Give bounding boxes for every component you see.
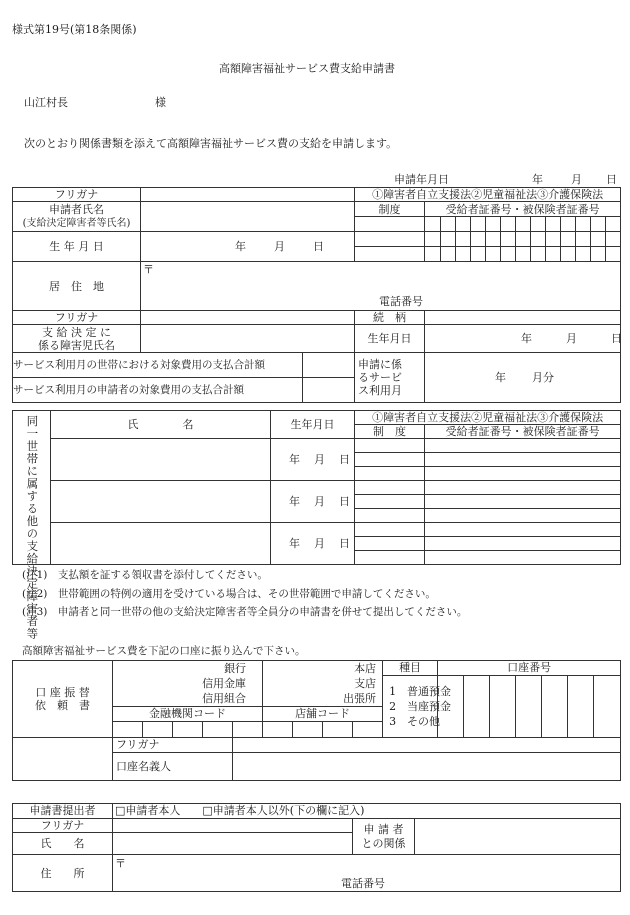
submitter-postal-mark: 〒: [115, 857, 126, 871]
digit-cell[interactable]: [591, 232, 606, 247]
bank-transfer-label: 口 座 振 替 依 頼 書: [13, 661, 113, 738]
applicant-table: [12, 187, 621, 403]
account-digit[interactable]: [594, 676, 621, 738]
digit-cell[interactable]: [606, 247, 621, 262]
digit-cell[interactable]: [591, 247, 606, 262]
submitter-address-label: 住 所: [13, 855, 113, 892]
account-digit[interactable]: [568, 676, 594, 738]
member-name-field[interactable]: [51, 439, 271, 481]
system-cell[interactable]: [355, 495, 425, 509]
digit-cell[interactable]: [591, 217, 606, 232]
digit-cell[interactable]: [576, 217, 591, 232]
submitter-name-label: 氏 名: [13, 833, 113, 855]
digit-cell[interactable]: [561, 247, 576, 262]
service-month-field[interactable]: 年 月分: [425, 353, 621, 403]
system-cell[interactable]: [355, 439, 425, 453]
digit-cell[interactable]: [561, 232, 576, 247]
recipient-number-field[interactable]: [425, 509, 621, 523]
member-birth-header: 生年月日: [271, 411, 355, 439]
holder-furigana-field[interactable]: [233, 738, 621, 753]
household-side-label: 同一世帯に属する他の支給決定障害者等: [13, 411, 51, 565]
account-digit[interactable]: [542, 676, 568, 738]
law-options-2: ①障害者自立支援法②児童福祉法③介護保険法: [355, 411, 621, 425]
member-name-field[interactable]: [51, 523, 271, 565]
form-number: 様式第19号(第18条関係): [12, 23, 137, 36]
digit-cell[interactable]: [576, 247, 591, 262]
date-month: 月: [571, 173, 582, 186]
digit-cell[interactable]: [425, 232, 441, 247]
law-options-1: ①障害者自立支援法②児童福祉法③介護保険法: [355, 188, 621, 202]
bank-left-blank: [13, 738, 113, 781]
page-title: 高額障害福祉サービス費支給申請書: [219, 62, 395, 75]
applicant-total-field[interactable]: [303, 378, 355, 403]
bank-code-digit[interactable]: [113, 722, 143, 738]
account-holder-field[interactable]: [233, 753, 621, 781]
postal-mark: 〒: [143, 263, 154, 277]
application-date-label: 申請年月日: [394, 173, 449, 186]
addressee: 山江村長: [24, 96, 68, 109]
address-field[interactable]: [141, 262, 621, 311]
child-furigana-label: フリガナ: [13, 311, 141, 325]
digit-cell[interactable]: [441, 217, 456, 232]
branch-code-digit[interactable]: [263, 722, 293, 738]
digit-cell[interactable]: [425, 217, 441, 232]
recipient-number-field[interactable]: [425, 467, 621, 481]
branch-code-digit[interactable]: [293, 722, 323, 738]
system-cell[interactable]: [355, 509, 425, 523]
digit-cell[interactable]: [471, 247, 486, 262]
digit-cell[interactable]: [606, 217, 621, 232]
member-name-field[interactable]: [51, 481, 271, 523]
submitter-address-field[interactable]: [113, 855, 621, 892]
digit-cell[interactable]: [501, 247, 516, 262]
digit-cell[interactable]: [576, 232, 591, 247]
branch-type-field[interactable]: 本店 支店 出張所: [263, 661, 383, 707]
note-1: (注1) 支払額を証する領収書を添付してください。: [22, 569, 268, 581]
system-cell[interactable]: [355, 217, 425, 232]
digit-cell[interactable]: [471, 217, 486, 232]
service-month-label: 申請に係 るサービ ス利用月: [355, 353, 425, 403]
intro-text: 次のとおり関係書類を添えて高額障害福祉サービス費の支給を申請します。: [24, 137, 398, 150]
recipient-number-field[interactable]: [425, 481, 621, 495]
relationship-label: 申 請 者 との関係: [353, 819, 415, 855]
applicant-name-label: 申請者氏名 (支給決定障害者等氏名): [13, 202, 141, 232]
recipient-number-header-1: 受給者証番号・被保険者証番号: [425, 202, 621, 217]
account-kind-header: 種目: [383, 661, 438, 676]
note-3: (注3) 申請者と同一世帯の他の支給決定障害者等全員分の申請書を併せて提出してください。: [22, 606, 468, 618]
digit-cell[interactable]: [441, 247, 456, 262]
other-checkbox[interactable]: □申請者本人以外(下の欄に記入): [202, 804, 365, 818]
relationship-field[interactable]: [415, 819, 621, 855]
recipient-number-field[interactable]: [425, 523, 621, 537]
system-cell[interactable]: [355, 467, 425, 481]
digit-cell[interactable]: [486, 232, 501, 247]
system-cell[interactable]: [355, 523, 425, 537]
note-2: (注2) 世帯範囲の特例の適用を受けている場合は、その世帯範囲で申請してください。: [22, 588, 436, 600]
self-checkbox[interactable]: □申請者本人: [115, 804, 181, 818]
digit-cell[interactable]: [516, 232, 531, 247]
phone-label: 電話番号: [379, 295, 423, 309]
applicant-total-label: サービス利用月の申請者の対象費用の支払合計額: [13, 378, 303, 403]
member-name-header: 氏 名: [51, 411, 271, 439]
applicant-name-field[interactable]: [141, 202, 355, 232]
digit-cell[interactable]: [425, 247, 441, 262]
system-cell[interactable]: [355, 453, 425, 467]
recipient-number-header-2: 受給者証番号・被保険者証番号: [425, 425, 621, 439]
digit-cell[interactable]: [546, 217, 561, 232]
bank-type-field[interactable]: 銀行 信用金庫 信用組合: [113, 661, 263, 707]
bank-code-digit[interactable]: [173, 722, 203, 738]
child-name-field[interactable]: [141, 325, 355, 353]
recipient-number-field[interactable]: [425, 453, 621, 467]
bank-intro: 高額障害福祉サービス費を下記の口座に振り込んで下さい。: [22, 645, 306, 657]
account-digit[interactable]: [464, 676, 490, 738]
submitter-table: [12, 803, 621, 892]
bank-transfer-table: [12, 660, 621, 781]
address-label: 居 住 地: [13, 262, 141, 311]
account-digit[interactable]: [490, 676, 516, 738]
branch-code-digit[interactable]: [323, 722, 353, 738]
recipient-number-field[interactable]: [425, 537, 621, 551]
bank-code-digit[interactable]: [203, 722, 233, 738]
system-header-2: 制 度: [355, 425, 425, 439]
household-total-label: サービス利用月の世帯における対象費用の支払合計額: [13, 353, 303, 378]
digit-cell[interactable]: [501, 232, 516, 247]
digit-cell[interactable]: [531, 232, 546, 247]
system-header-1: 制度: [355, 202, 425, 217]
submitter-label: 申請書提出者: [13, 804, 113, 819]
submitter-furigana-label: フリガナ: [13, 819, 113, 833]
child-birth-field[interactable]: 年 月 日: [425, 325, 621, 353]
account-number-header: 口座番号: [438, 661, 621, 676]
system-cell[interactable]: [355, 232, 425, 247]
recipient-number-field[interactable]: [425, 551, 621, 565]
recipient-number-field[interactable]: [425, 439, 621, 453]
digit-cell[interactable]: [486, 247, 501, 262]
applicant-furigana-field[interactable]: [141, 188, 355, 202]
digit-cell[interactable]: [531, 247, 546, 262]
relation-label: 続 柄: [355, 311, 425, 325]
branch-code-digit[interactable]: [353, 722, 383, 738]
date-year: 年: [532, 173, 543, 186]
household-total-field[interactable]: [303, 353, 355, 378]
system-cell[interactable]: [355, 481, 425, 495]
digit-cell[interactable]: [516, 217, 531, 232]
relation-field[interactable]: [425, 311, 621, 325]
digit-cell[interactable]: [546, 232, 561, 247]
member-birth-field[interactable]: 年 月 日: [271, 481, 355, 523]
applicant-birth-label: 生 年 月 日: [13, 232, 141, 262]
digit-cell[interactable]: [501, 217, 516, 232]
account-holder-label: 口座名義人: [113, 753, 233, 781]
digit-cell[interactable]: [471, 232, 486, 247]
date-day: 日: [606, 173, 617, 186]
digit-cell[interactable]: [561, 217, 576, 232]
addressee-suffix: 様: [155, 96, 166, 109]
digit-cell[interactable]: [456, 232, 471, 247]
system-cell[interactable]: [355, 247, 425, 262]
bank-code-digit[interactable]: [233, 722, 263, 738]
digit-cell[interactable]: [486, 217, 501, 232]
digit-cell[interactable]: [456, 247, 471, 262]
submitter-name-field[interactable]: [113, 833, 353, 855]
child-name-label: 支 給 決 定 に 係る障害児氏名: [13, 325, 141, 353]
child-furigana-field[interactable]: [141, 311, 355, 325]
digit-cell[interactable]: [606, 232, 621, 247]
system-cell[interactable]: [355, 551, 425, 565]
digit-cell[interactable]: [546, 247, 561, 262]
member-birth-field[interactable]: 年 月 日: [271, 523, 355, 565]
applicant-birth-field[interactable]: 年 月 日: [141, 232, 355, 262]
member-birth-field[interactable]: 年 月 日: [271, 439, 355, 481]
digit-cell[interactable]: [516, 247, 531, 262]
account-kind-options[interactable]: 1 普通預金 2 当座預金 3 その他: [383, 676, 438, 738]
bank-code-label: 金融機関コード: [113, 707, 263, 722]
submitter-furigana-field[interactable]: [113, 819, 353, 833]
submitter-options[interactable]: [113, 804, 621, 819]
account-digit[interactable]: [516, 676, 542, 738]
child-birth-label: 生年月日: [355, 325, 425, 353]
holder-furigana-label: フリガナ: [113, 738, 233, 753]
submitter-phone-label: 電話番号: [341, 877, 385, 891]
digit-cell[interactable]: [456, 217, 471, 232]
recipient-number-field[interactable]: [425, 495, 621, 509]
system-cell[interactable]: [355, 537, 425, 551]
applicant-furigana-label: フリガナ: [13, 188, 141, 202]
digit-cell[interactable]: [441, 232, 456, 247]
digit-cell[interactable]: [531, 217, 546, 232]
bank-code-digit[interactable]: [143, 722, 173, 738]
branch-code-label: 店舗コード: [263, 707, 383, 722]
